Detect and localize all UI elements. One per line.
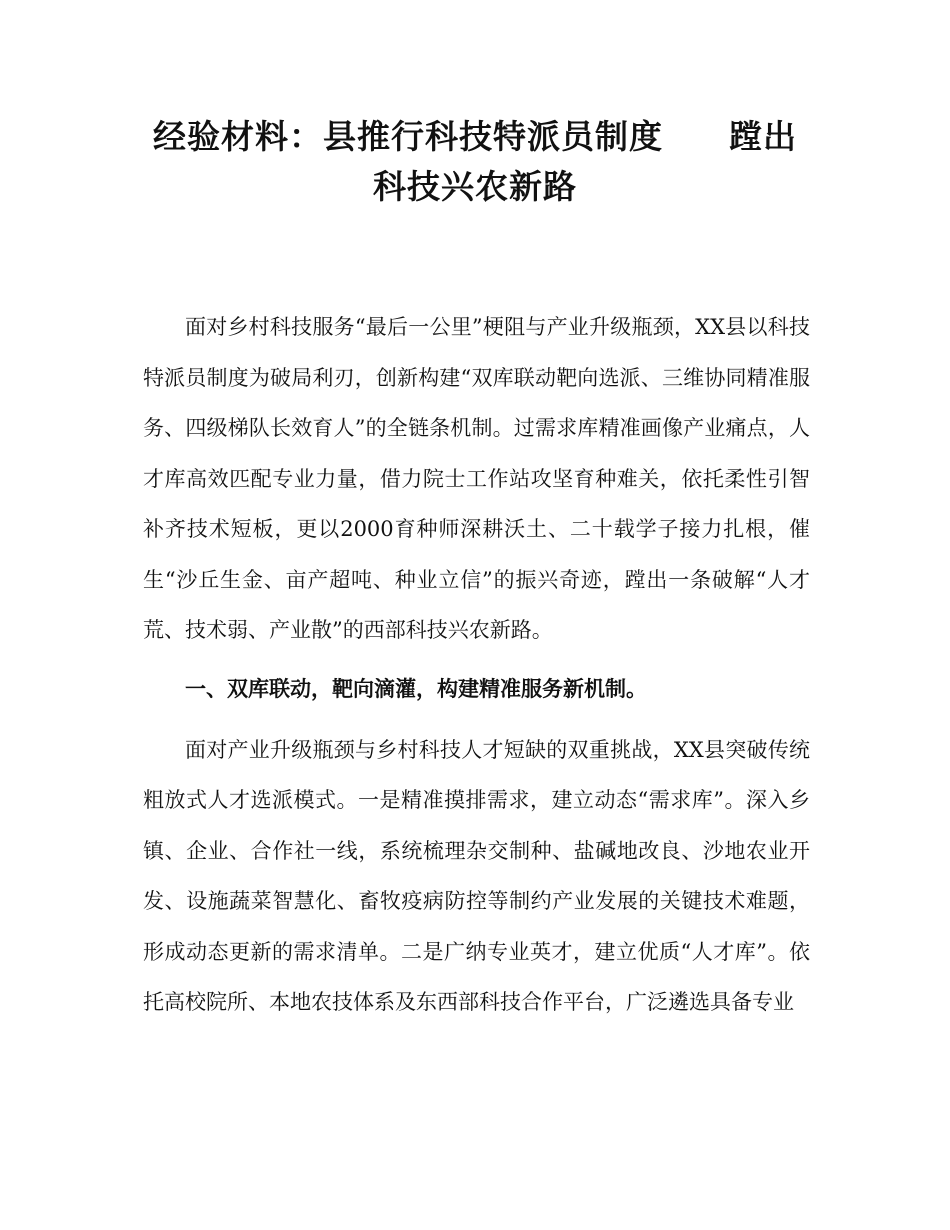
title-line-1 bbox=[140, 112, 810, 162]
document-body bbox=[143, 302, 810, 1028]
section-1-paragraph: 面对产业升级瓶颈与乡村科技人才短缺的双重挑战，XX县突破传统粗放式人才选派模式。一是精准摸排需求，建立动态“需求库”。深入乡镇、企业、合作社一线，系统梳理杂交制种、盐碱地改良、沙地农业开发、设施蔬菜智慧化、畜牧疫病防控等制约产业发展的关键技术难题，形成动态更新的需求清单。二是广纳专业英才，建立优质“人才库”。依托高校院所、本地农技体系及东西部科技合作平台，广泛遴选具备专业 bbox=[143, 737, 810, 1014]
intro-paragraph: 面对乡村科技服务“最后一公里”梗阻与产业升级瓶颈，XX县以科技特派员制度为破局利刃，创新构建“双库联动靶向选派、三维协同精准服务、四级梯队长效育人”的全链条机制。过需求库精准画像产业痛点，人才库高效匹配专业力量，借力院士工作站攻坚育种难关，依托柔性引智补齐技术短板，更以2000育种师深耕沃土、二十载学子接力扎根，催生“沙丘生金、亩产超吨、种业立信”的振兴奇迹，蹚出一条破解“人才荒、技术弱、产业散”的西部科技兴农新路。 bbox=[143, 315, 810, 642]
title-line-1-part-2: 蹚出 bbox=[729, 117, 797, 156]
title-line-1-part-1: 经验材料：县推行科技特派员制度 bbox=[153, 117, 663, 156]
document-title bbox=[140, 112, 810, 212]
section-1-heading: 一、双库联动，靶向滴灌，构建精准服务新机制。 bbox=[185, 676, 647, 701]
title-line-2: 科技兴农新路 bbox=[373, 167, 577, 206]
